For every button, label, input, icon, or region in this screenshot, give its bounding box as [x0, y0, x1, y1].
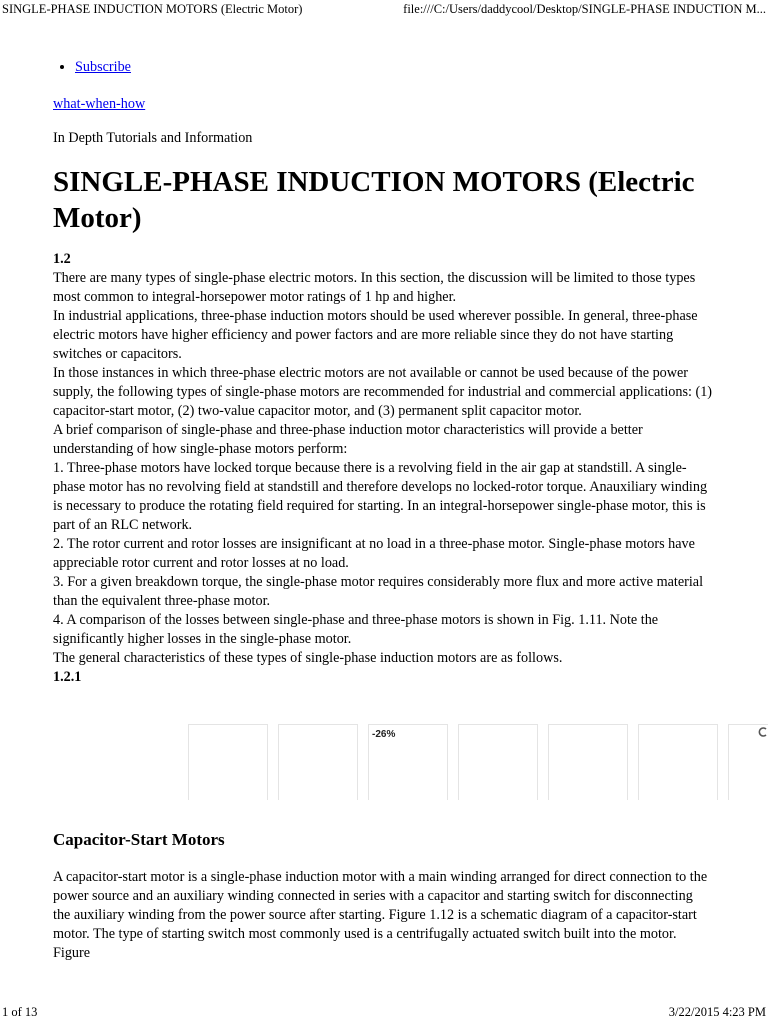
discount-badge: -26% [372, 729, 396, 740]
ad-card-discount[interactable] [368, 724, 448, 800]
paragraph: 1. Three-phase motors have locked torque because there is a revolving field in the air gap at standstill. A single-phase motor has no revolving field at standstill and therefore develops no locked-rotor torque. Anauxiliary winding is necessary to produce the rotating field required for starting. In an integral-horsepower single-phase motor, this is part of an RLC network. [53, 460, 708, 533]
subscribe-link[interactable]: Subscribe [75, 59, 131, 75]
paragraph: There are many types of single-phase electric motors. In this section, the discussion will be limited to those types most common to integral-horsepower motor ratings of 1 hp and higher. [53, 270, 696, 305]
page-content [53, 58, 713, 687]
paragraph: In those instances in which three-phase electric motors are not available or cannot be used because of the power supply, the following types of single-phase motors are recommended for industrial and commercial applications: (1) capacitor-start motor, (2) two-value capacitor motor, and (3) permanent split capacitor motor. [53, 365, 713, 419]
ad-card[interactable] [548, 724, 628, 800]
section-number-1-2-1: 1.2.1 [53, 669, 82, 685]
page-count: 1 of 13 [2, 1005, 38, 1019]
paragraph: In industrial applications, three-phase induction motors should be used wherever possible. In general, three-phase electric motors have higher efficiency and power factors and are more reliable since they do not have starting switches or capacitors. [53, 308, 698, 362]
site-tagline: In Depth Tutorials and Information [53, 130, 253, 146]
nav-item-subscribe [75, 58, 713, 77]
article-continued [53, 829, 713, 963]
paragraph: A brief comparison of single-phase and three-phase induction motor characteristics will provide a better understanding of how single-phase motors perform: [53, 422, 643, 457]
page-title: SINGLE-PHASE INDUCTION MOTORS (Electric Motor) [53, 166, 695, 234]
ad-strip [188, 724, 768, 800]
site-home-link[interactable]: what-when-how [53, 96, 146, 112]
ad-card[interactable] [188, 724, 268, 800]
ad-card[interactable] [278, 724, 358, 800]
ad-choices-icon[interactable] [758, 726, 768, 738]
ad-card[interactable] [638, 724, 718, 800]
paragraph: A capacitor-start motor is a single-phase induction motor with a main winding arranged for direct connection to the power source and an auxiliary winding connected in series with a capacitor and starting switch for disconnecting the auxiliary winding from the power source after starting. Figure 1.12 is a schematic diagram of a capacitor-start motor. The type of starting switch most commonly used is a centrifugally actuated switch built into the motor. Figure [53, 869, 708, 961]
print-header [0, 0, 768, 20]
section-number-1-2: 1.2 [53, 251, 71, 267]
print-header-url: file:///C:/Users/daddycool/Desktop/SINGLE-PHASE INDUCTION M... [403, 2, 766, 16]
paragraph: 3. For a given breakdown torque, the single-phase motor requires considerably more flux and more active material than the equivalent three-phase motor. [53, 574, 704, 609]
paragraph: The general characteristics of these types of single-phase induction motors are as follows. [53, 650, 563, 666]
ad-card[interactable] [458, 724, 538, 800]
print-header-title: SINGLE-PHASE INDUCTION MOTORS (Electric Motor) [2, 2, 303, 16]
nav-list [53, 58, 713, 77]
paragraph: 2. The rotor current and rotor losses are insignificant at no load in a three-phase motor. Single-phase motors have appreciable rotor current and rotor losses at no load. [53, 536, 695, 571]
print-timestamp: 3/22/2015 4:23 PM [668, 1005, 766, 1019]
subheading-capacitor-start: Capacitor-Start Motors [53, 830, 225, 849]
paragraph: 4. A comparison of the losses between single-phase and three-phase motors is shown in Fig. 1.11. Note the significantly higher losses in the single-phase motor. [53, 612, 659, 647]
print-footer [0, 1006, 768, 1024]
